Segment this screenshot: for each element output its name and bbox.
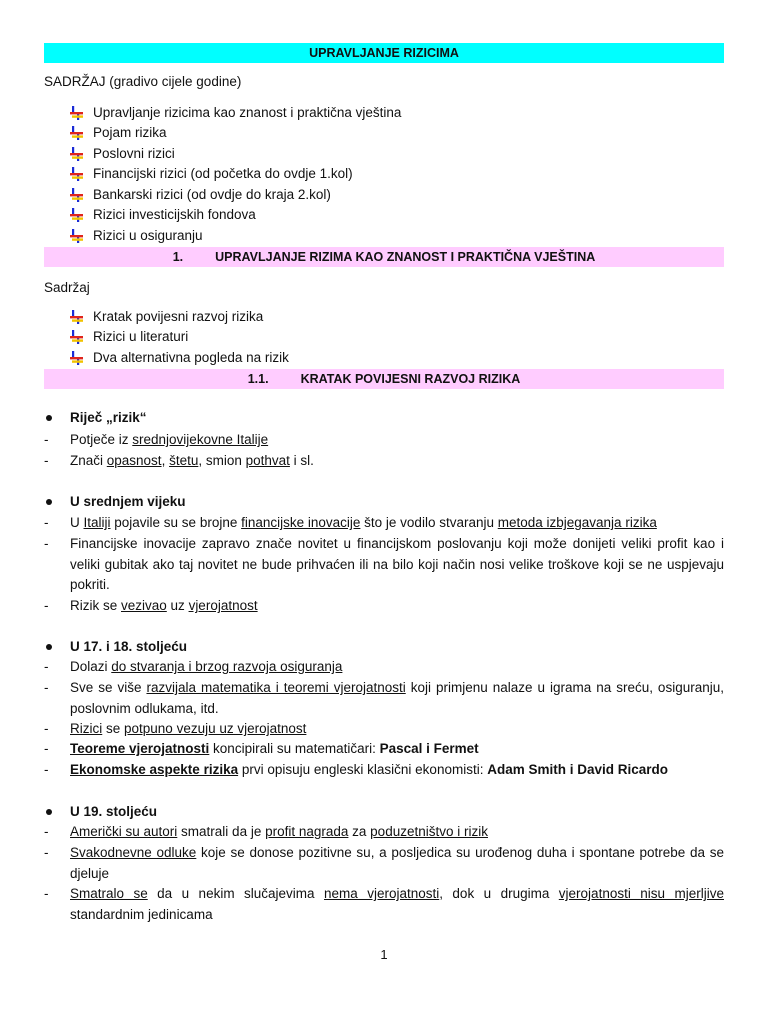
chapter-heading-band bbox=[44, 247, 724, 267]
bullet-marker-icon bbox=[70, 147, 84, 161]
list-item: - Ekonomske aspekte rizika prvi opisuju engleski klasični ekonomisti: Adam Smith i David Ricardo bbox=[44, 762, 669, 777]
bullet-marker-icon bbox=[70, 167, 84, 181]
document-title-band bbox=[44, 43, 724, 63]
list-item: - Teoreme vjerojatnosti koncipirali su matematičari: Pascal i Fermet bbox=[44, 741, 479, 756]
list-item: - U Italiji pojavile su se brojne financijske inovacije što je vodilo stvaranju metoda izbjegavanja rizika bbox=[44, 515, 657, 530]
bullet-marker-icon bbox=[70, 106, 84, 120]
list-item: - Rizik se vezivao uz vjerojatnost bbox=[44, 598, 258, 613]
list-item: - Dolazi do stvaranja i brzog razvoja osiguranja bbox=[44, 659, 343, 674]
chapter-title: UPRAVLJANJE RIZIMA KAO ZNANOST I PRAKTIČNA VJEŠTINA bbox=[215, 250, 596, 264]
bullet-marker-icon bbox=[70, 126, 84, 140]
contents-intro: SADRŽAJ (gradivo cijele godine) bbox=[44, 74, 242, 89]
bullet-marker-icon bbox=[70, 188, 84, 202]
list-item: - Rizici se potpuno vezuju uz vjerojatnost bbox=[44, 721, 307, 736]
chapter-number: 1. bbox=[172, 250, 184, 264]
bullet-marker-icon bbox=[70, 229, 84, 243]
list-item: - Smatralo se da u nekim slučajevima nema vjerojatnosti, dok u drugima vjerojatnosti nisu mjerljive standardnim jedinicama bbox=[44, 886, 724, 922]
bullet-marker-icon bbox=[70, 208, 84, 222]
bullet-marker-icon bbox=[70, 310, 84, 324]
bullet-dot-icon bbox=[46, 415, 52, 421]
bullet-dot-icon bbox=[46, 499, 52, 505]
bullet-dot-icon bbox=[46, 809, 52, 815]
document-title: UPRAVLJANJE RIZICIMA bbox=[309, 46, 459, 60]
bullet-marker-icon bbox=[70, 351, 84, 365]
page-number: 1 bbox=[380, 947, 388, 962]
bullet-dot-icon bbox=[46, 644, 52, 650]
chapter-intro: Sadržaj bbox=[44, 280, 90, 295]
document-page: UPRAVLJANJE RIZICIMA SADRŽAJ (gradivo cijele godine) Upravljanje rizicima kao znanost i praktična vještina Pojam rizika Poslovni rizici Financijski rizici (od početka do ovdje 1.kol) Bankarski rizici (od ovdje do kraja 2.kol) Rizici investicijskih fondova Rizici u osiguranju 1. UPRAVLJANJE RIZIMA KAO ZNANOST I PRAKTIČNA VJEŠTINA Sadržaj Kratak povijesni razvoj rizika Rizici u literaturi Dva alternativna pogleda na rizik 1.1. KRATAK POVIJESNI RAZVOJ RIZIKA Riječ „rizik“ - Potječe iz srednjovijekovne Italije - Znači opasnost, štetu, smion pothvat i sl. U srednjem vijeku - U Italiji pojavile su se brojne financijske inovacije što je vodilo stvaranju metoda izbjegavanja rizika - Financijske inovacije zapravo znače novitet u financijskom poslovanju koji može donijeti veliki profit kao i veliki gubitak ako taj novitet ne bude prihvaćen ili na bilo koji način nosi velike troškove koji se ne uspjevaju pokriti. - Rizik se vezivao uz vjerojatnost U 17. i 18. stoljeću - Dolazi do stvaranja i brzog razvoja osiguranja - Sve se više razvijala matematika i teoremi vjerojatnosti koji primjenu nalaze u igrama na sreću, osiguranju, poslovnim odlukama, itd. - Rizici se potpuno vezuju uz vjerojatnost - Teoreme vjerojatnosti koncipirali su matematičari: Pascal i Fermet - Ekonomske aspekte rizika prvi opisuju engleski klasični ekonomisti: Adam Smith i David Ricardo U 19. stoljeću - Američki su autori smatrali da je profit nagrada za poduzetništvo i rizik - Svakodnevne odluke koje se donose pozitivne su, a posljedica su urođenog duha i spontane potrebe da se djeluje - Smatralo se da u nekim slučajevima nema vjerojatnosti, dok u drugima vjerojatnosti nisu mjerljive standardnim jedinicama 1 bbox=[0, 0, 768, 1024]
list-item: - Američki su autori smatrali da je profit nagrada za poduzetništvo i rizik bbox=[44, 824, 488, 839]
section-number: 1.1. bbox=[247, 372, 269, 386]
list-item: - Sve se više razvijala matematika i teoremi vjerojatnosti koji primjenu nalaze u igrama na sreću, osiguranju, poslovnim odlukama, itd. bbox=[44, 680, 724, 716]
section-heading-band bbox=[44, 369, 724, 389]
bullet-marker-icon bbox=[70, 330, 84, 344]
list-item: - Potječe iz srednjovijekovne Italije bbox=[44, 432, 269, 447]
list-item: - Financijske inovacije zapravo znače novitet u financijskom poslovanju koji može donijeti veliki profit kao i veliki gubitak ako taj novitet ne bude prihvaćen ili na bilo koji način nosi velike troškove koji se ne uspjevaju pokriti. bbox=[44, 536, 724, 592]
section-title: KRATAK POVIJESNI RAZVOJ RIZIKA bbox=[300, 372, 521, 386]
list-item: - Svakodnevne odluke koje se donose pozitivne su, a posljedica su urođenog duha i spontane potrebe da se djeluje bbox=[44, 845, 725, 881]
list-item: - Znači opasnost, štetu, smion pothvat i sl. bbox=[44, 453, 314, 468]
